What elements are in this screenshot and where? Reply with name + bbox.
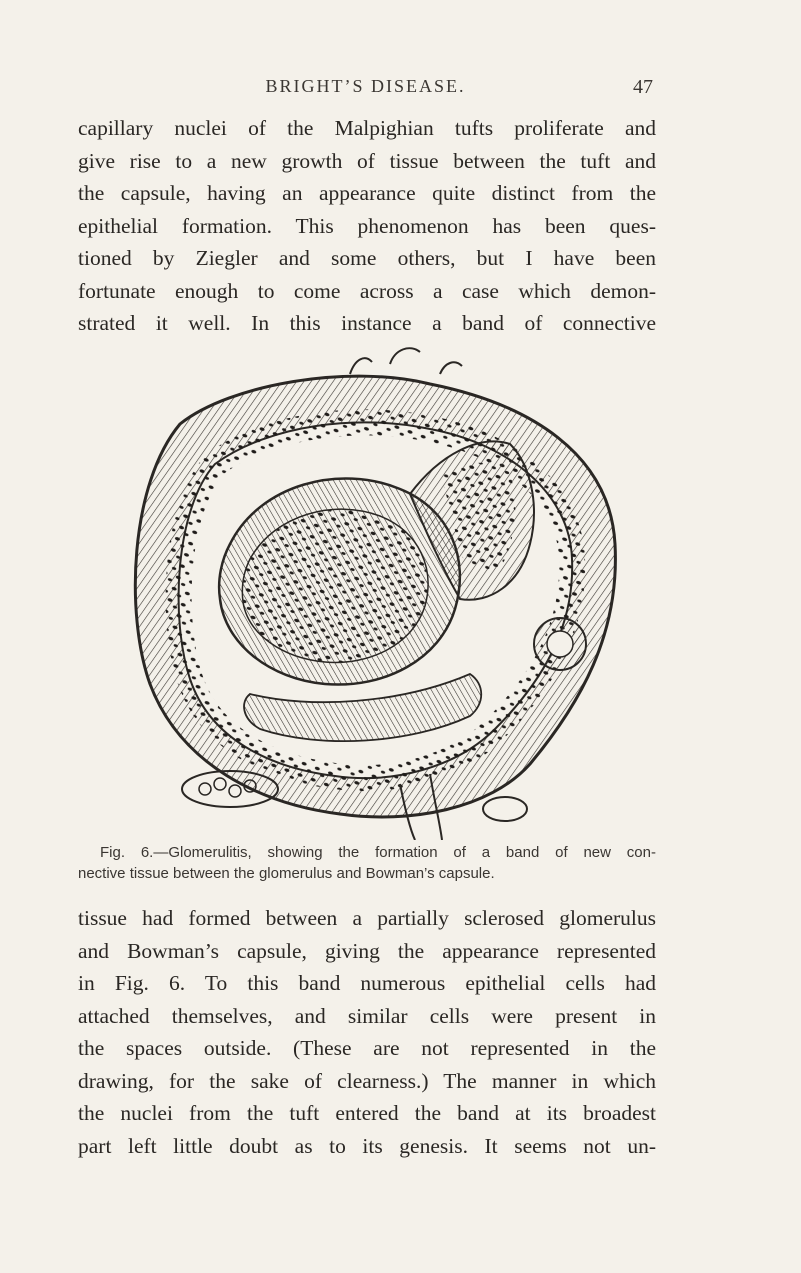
text-line: part left little doubt as to its genesis. It seems not un- xyxy=(78,1133,656,1158)
glomerulitis-illustration xyxy=(110,344,630,840)
text-line: the capsule, having an appearance quite distinct from the xyxy=(78,181,656,205)
running-head xyxy=(78,76,653,100)
text-line: the spaces outside. (These are not represented in the xyxy=(78,1036,656,1060)
text-line: drawing, for the sake of clearness.) The manner in which xyxy=(78,1068,656,1093)
text-line: attached themselves, and similar cells were present in xyxy=(78,1003,656,1028)
figure-caption xyxy=(78,842,656,884)
caption-line: nective tissue between the glomerulus and Bowman’s capsule. xyxy=(78,865,495,882)
text-line: epithelial formation. This phenomenon has been ques- xyxy=(78,213,656,238)
text-line: the nuclei from the tuft entered the band at its broadest xyxy=(78,1101,656,1125)
paragraph-bottom xyxy=(78,902,656,1162)
text-line: in Fig. 6. To this band numerous epithelial cells had xyxy=(78,971,656,995)
text-line: strated it well. In this instance a band of connective xyxy=(78,311,656,335)
page-number: 47 xyxy=(633,76,653,98)
text-line: give rise to a new growth of tissue between the tuft and xyxy=(78,148,656,173)
caption-line: Fig. 6.—Glomerulitis, showing the formation of a band of new con- xyxy=(100,844,656,861)
paragraph-top xyxy=(78,112,656,340)
text-line: and Bowman’s capsule, giving the appearance represented xyxy=(78,938,656,963)
glomerulitis-drawing xyxy=(110,344,630,840)
running-head-title: BRIGHT’S DISEASE. xyxy=(265,76,466,96)
text-line: tioned by Ziegler and some others, but I have been xyxy=(78,246,656,270)
text-line: capillary nuclei of the Malpighian tufts proliferate and xyxy=(78,116,656,140)
text-line: fortunate enough to come across a case which demon- xyxy=(78,278,656,303)
text-line: tissue had formed between a partially sclerosed glomerulus xyxy=(78,906,656,930)
